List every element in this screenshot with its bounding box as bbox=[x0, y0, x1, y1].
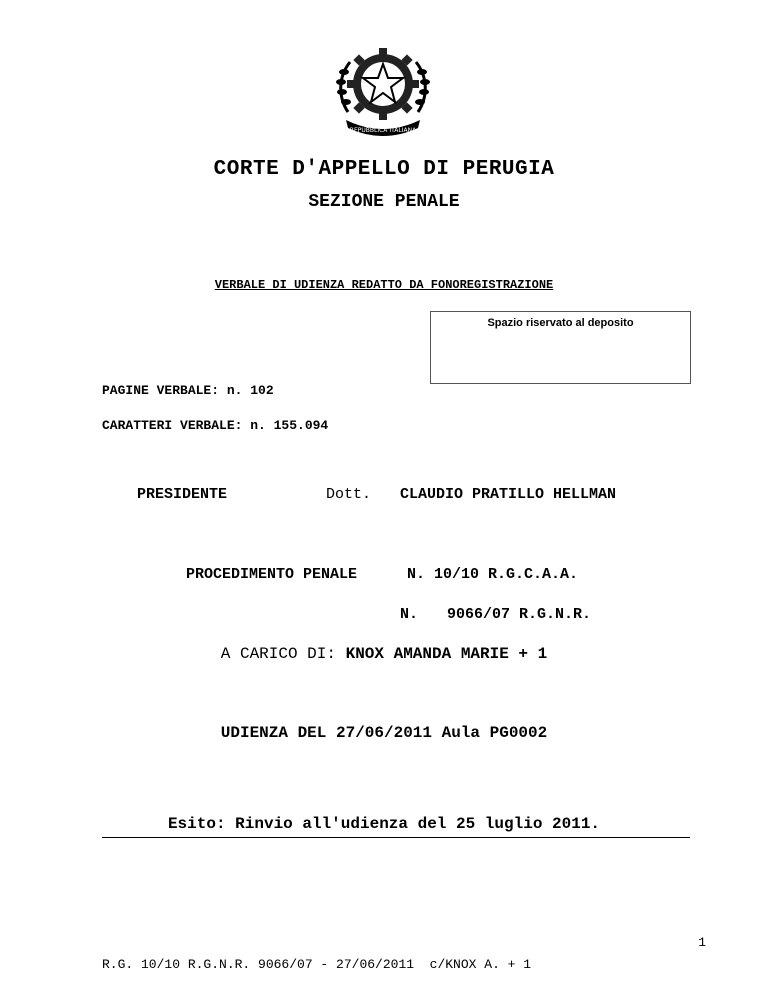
outcome: Esito: Rinvio all'udienza del 25 luglio 2011. bbox=[167, 815, 601, 833]
page-number: 1 bbox=[698, 935, 706, 950]
hearing-date: UDIENZA DEL 27/06/2011 Aula PG0002 bbox=[220, 724, 548, 742]
defendant-line bbox=[0, 645, 768, 663]
president-name: CLAUDIO PRATILLO HELLMAN bbox=[400, 486, 617, 503]
proceeding-number-rgnr: 9066/07 R.G.N.R. bbox=[447, 606, 592, 623]
proceeding-label: PROCEDIMENTO PENALE bbox=[186, 566, 358, 583]
footer-reference: R.G. 10/10 R.G.N.R. 9066/07 - 27/06/2011 c/KNOX A. + 1 bbox=[102, 957, 532, 972]
divider-line bbox=[102, 837, 690, 838]
court-title: CORTE D'APPELLO DI PERUGIA bbox=[213, 158, 555, 181]
defendant-label: A CARICO DI: bbox=[220, 645, 336, 663]
proceeding-number-rgcaa: N. 10/10 R.G.C.A.A. bbox=[407, 566, 579, 583]
svg-text:REPUBBLICA ITALIANA: REPUBBLICA ITALIANA bbox=[349, 127, 417, 134]
document-type-heading: VERBALE DI UDIENZA REDATTO DA FONOREGISTRAZIONE bbox=[214, 278, 554, 292]
president-role: PRESIDENTE bbox=[137, 486, 228, 503]
pages-count: PAGINE VERBALE: n. 102 bbox=[102, 383, 274, 398]
president-title: Dott. bbox=[326, 486, 372, 503]
defendant-name: KNOX AMANDA MARIE + 1 bbox=[345, 645, 548, 663]
republic-emblem bbox=[328, 42, 438, 138]
proceeding-number-prefix: N. bbox=[400, 606, 419, 623]
deposit-box bbox=[430, 311, 691, 384]
characters-count: CARATTERI VERBALE: n. 155.094 bbox=[102, 418, 329, 433]
deposit-label: Spazio riservato al deposito bbox=[487, 317, 634, 329]
section-title: SEZIONE PENALE bbox=[308, 192, 460, 212]
